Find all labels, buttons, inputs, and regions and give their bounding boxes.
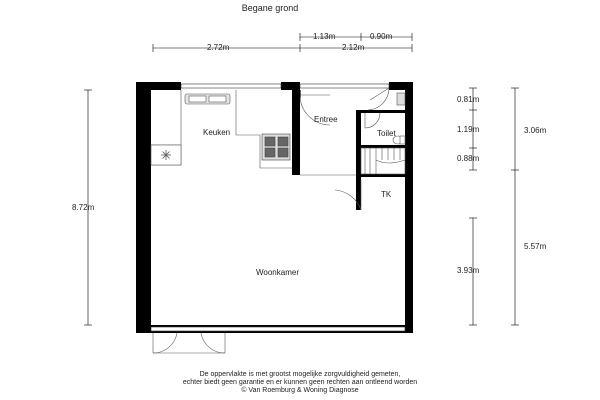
stove — [262, 134, 290, 160]
dimension-top-left: 2.72m — [207, 43, 230, 52]
room-label-tk: TK — [381, 190, 392, 199]
toilet-door — [365, 113, 380, 128]
dimension-left-height: 8.72m — [72, 203, 95, 212]
staircase — [361, 148, 405, 174]
dimension-right-total-upper: 3.06m — [524, 126, 547, 135]
dimension-right-b: 1.19m — [457, 125, 480, 134]
room-label-toilet: Toilet — [377, 129, 396, 138]
dimension-right-c: 0.88m — [457, 154, 480, 163]
dimension-right-total-lower: 5.57m — [524, 242, 547, 251]
dimension-right-d: 3.93m — [457, 266, 480, 275]
dimension-top-small2: 0.90m — [370, 32, 393, 41]
dimension-top-small1: 1.13m — [313, 32, 336, 41]
room-label-keuken: Keuken — [203, 128, 231, 137]
footer-line-1: De oppervlakte is met grootst mogelijke zorgvuldigheid gemeten, — [199, 371, 401, 378]
washbasin — [397, 93, 405, 105]
front-door — [368, 88, 389, 110]
extractor-fan-icon — [161, 150, 171, 160]
footer-line-3: © Van Roemburg & Woning Diagnose — [241, 387, 359, 394]
dimension-top-right: 2.12m — [342, 43, 365, 52]
dimension-lines-right — [469, 88, 519, 325]
kitchen-sink — [185, 94, 230, 104]
footer-line-2: echter biedt geen garantie en er kunnen geen rechten aan ontleend worden — [182, 379, 418, 386]
exterior-walls — [136, 82, 413, 333]
floor-title: Begane grond — [241, 3, 299, 13]
room-label-entree: Entree — [314, 115, 338, 124]
room-label-woonkamer: Woonkamer — [256, 268, 299, 277]
garden-doors — [153, 333, 225, 353]
dimension-right-a: 0.81m — [457, 95, 480, 104]
openings — [151, 84, 405, 331]
